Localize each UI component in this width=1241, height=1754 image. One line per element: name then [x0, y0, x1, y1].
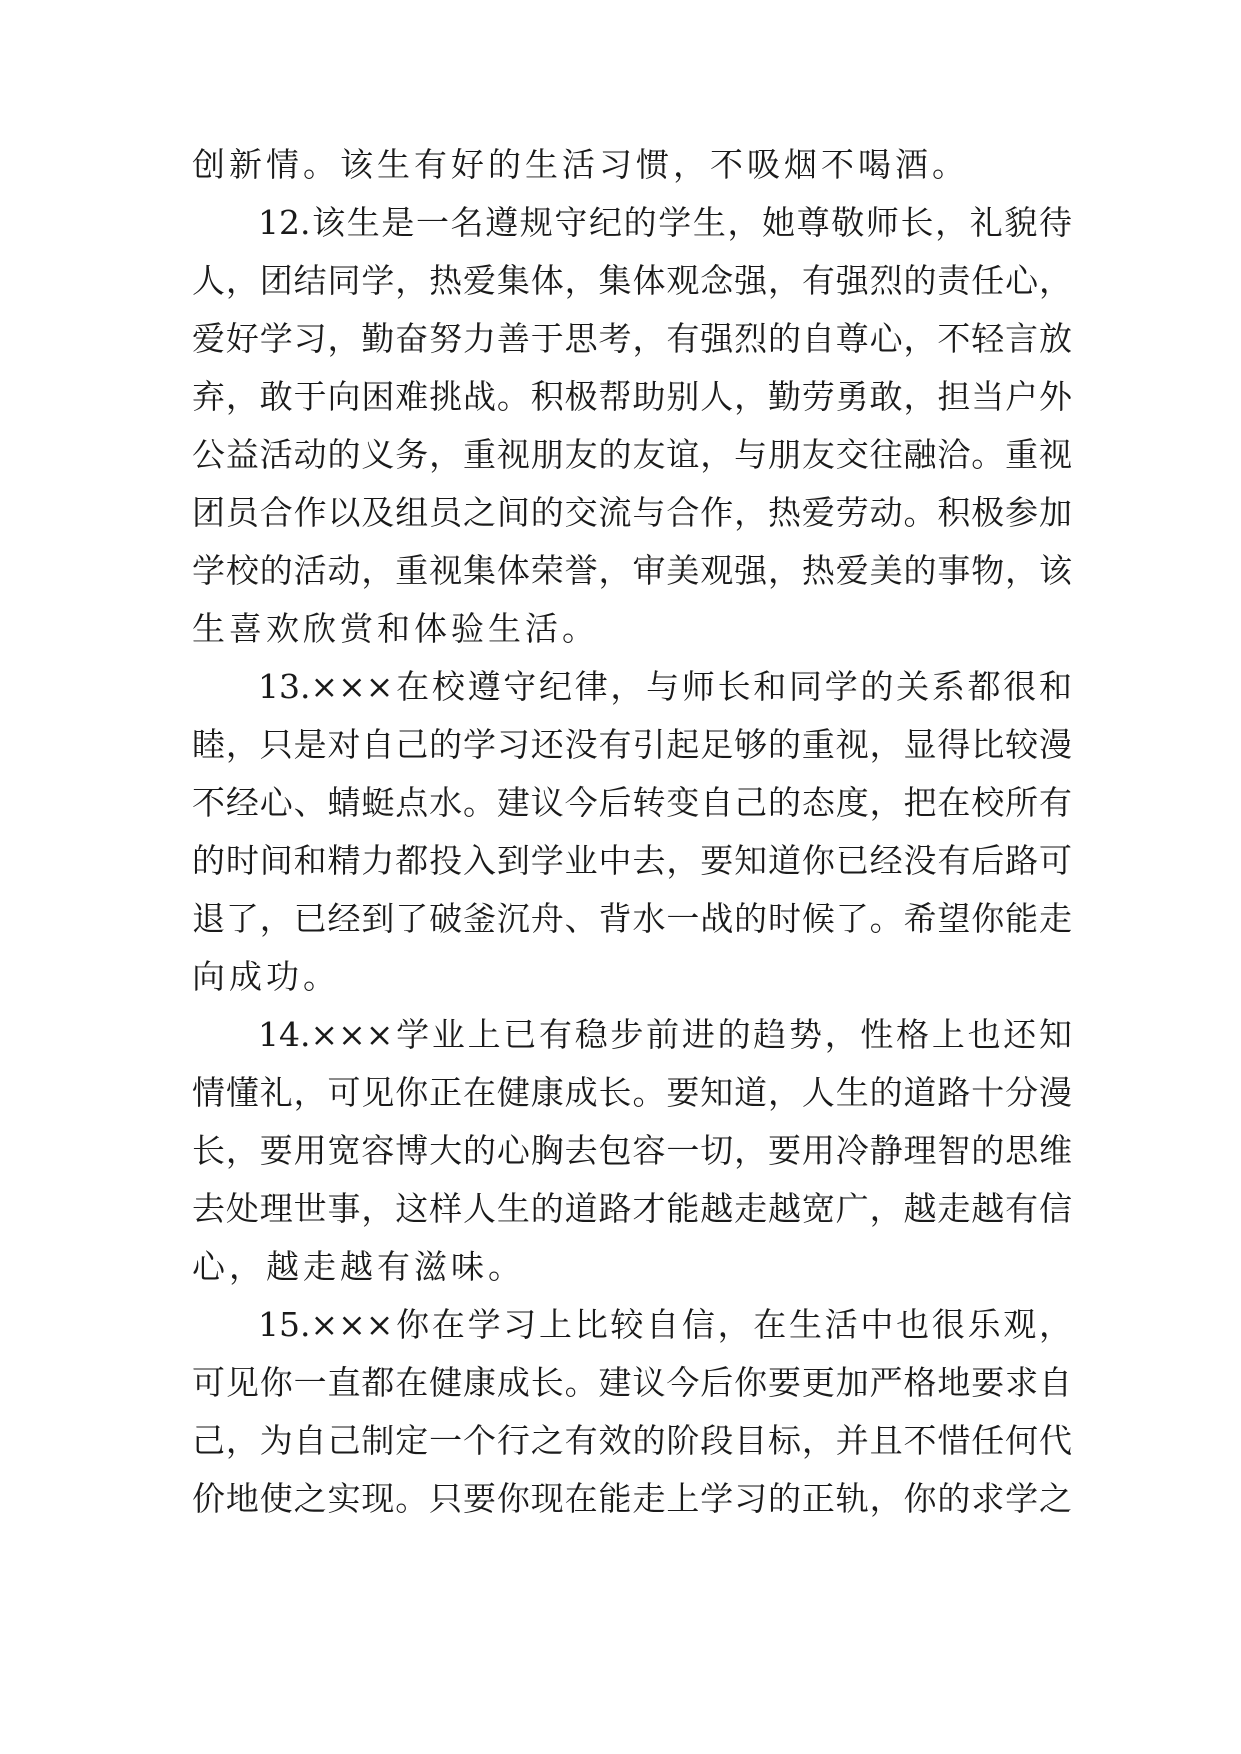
text-line: 可见你一直都在健康成长。建议今后你要更加严格地要求自: [192, 1363, 1072, 1402]
text-line: 弃，敢于向困难挑战。积极帮助别人，勤劳勇敢，担当户外: [192, 377, 1072, 416]
text-line: 生喜欢欣赏和体验生活。: [192, 609, 599, 648]
text-line: 12.该生是一名遵规守纪的学生，她尊敬师长，礼貌待: [258, 203, 1072, 242]
text-line: 15.×××你在学习上比较自信，在生活中也很乐观，: [258, 1305, 1072, 1344]
text-line: 爱好学习，勤奋努力善于思考，有强烈的自尊心，不轻言放: [192, 319, 1072, 358]
text-line: 的时间和精力都投入到学业中去，要知道你已经没有后路可: [192, 841, 1072, 880]
text-line: 长，要用宽容博大的心胸去包容一切，要用冷静理智的思维: [192, 1131, 1072, 1170]
text-line: 学校的活动，重视集体荣誉，审美观强，热爱美的事物，该: [192, 551, 1072, 590]
text-line: 情懂礼，可见你正在健康成长。要知道，人生的道路十分漫: [192, 1073, 1072, 1112]
text-line: 创新情。该生有好的生活习惯，不吸烟不喝酒。: [192, 145, 969, 184]
text-line: 14.×××学业上已有稳步前进的趋势，性格上也还知: [258, 1015, 1072, 1054]
text-line: 人，团结同学，热爱集体，集体观念强，有强烈的责任心，: [192, 261, 1072, 300]
text-line: 去处理世事，这样人生的道路才能越走越宽广，越走越有信: [192, 1189, 1072, 1228]
text-line: 13.×××在校遵守纪律，与师长和同学的关系都很和: [258, 667, 1072, 706]
text-line: 退了，已经到了破釜沉舟、背水一战的时候了。希望你能走: [192, 899, 1072, 938]
text-line: 团员合作以及组员之间的交流与合作，热爱劳动。积极参加: [192, 493, 1072, 532]
text-line: 向成功。: [192, 957, 340, 996]
text-line: 心，越走越有滋味。: [192, 1247, 525, 1286]
text-line: 公益活动的义务，重视朋友的友谊，与朋友交往融洽。重视: [192, 435, 1072, 474]
text-line: 睦，只是对自己的学习还没有引起足够的重视，显得比较漫: [192, 725, 1072, 764]
text-line: 价地使之实现。只要你现在能走上学习的正轨，你的求学之: [192, 1479, 1072, 1518]
text-line: 己，为自己制定一个行之有效的阶段目标，并且不惜任何代: [192, 1421, 1072, 1460]
text-line: 不经心、蜻蜓点水。建议今后转变自己的态度，把在校所有: [192, 783, 1072, 822]
